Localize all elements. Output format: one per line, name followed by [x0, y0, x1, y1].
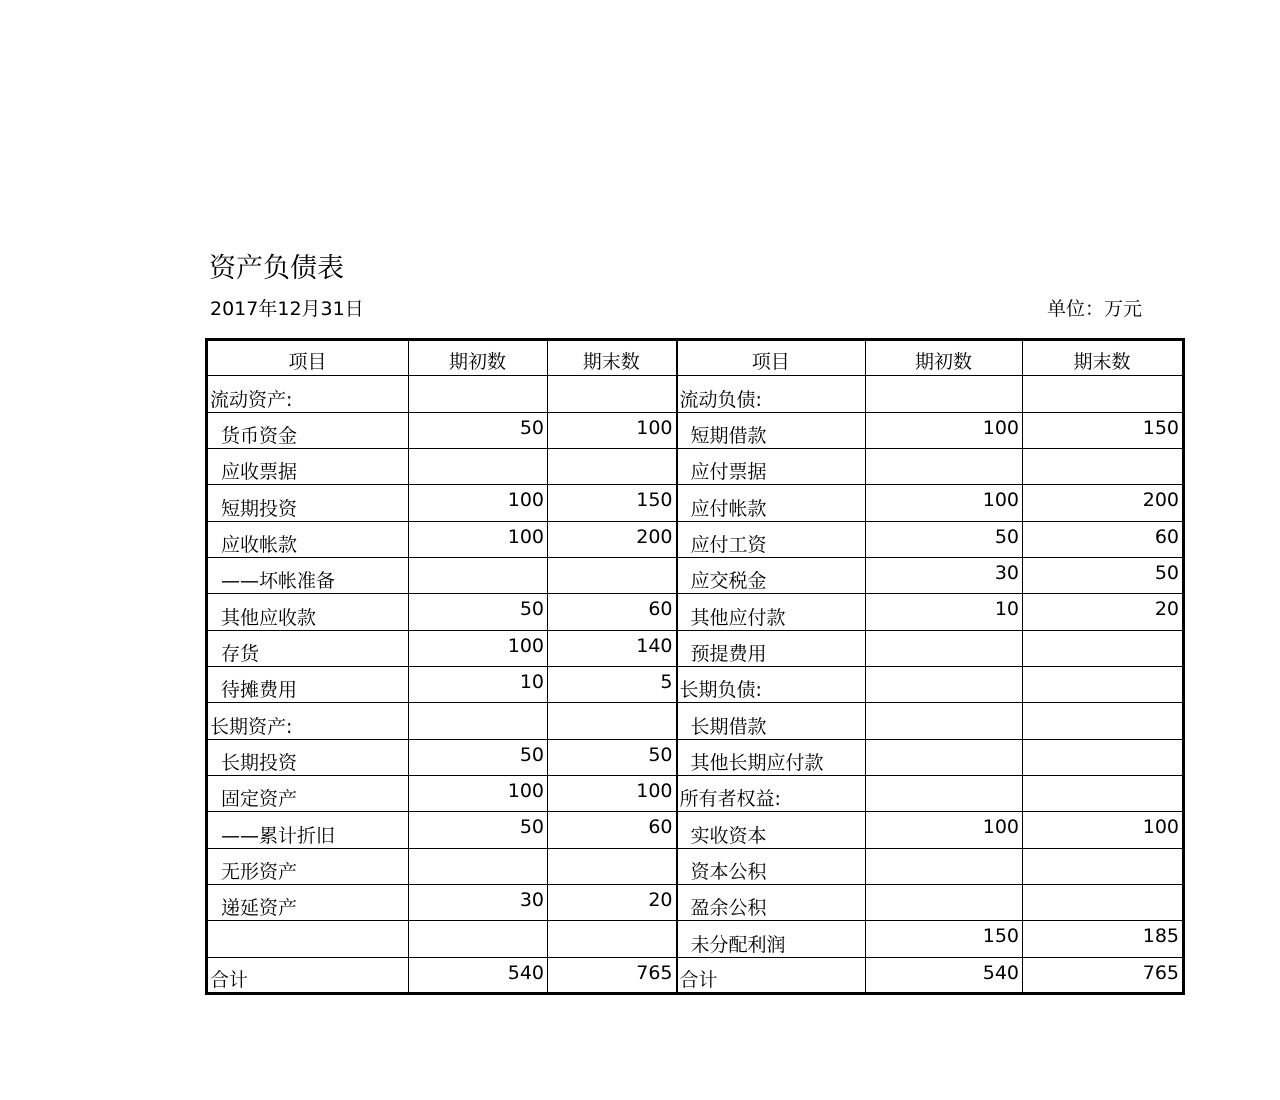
- table-row: [207, 666, 1184, 702]
- sheet-title: 资产负债表: [209, 253, 344, 284]
- table-row: [207, 376, 1184, 412]
- table-row: [207, 557, 1184, 593]
- asset-begin-cell[interactable]: 50: [409, 412, 548, 448]
- asset-begin-cell[interactable]: 30: [409, 884, 548, 920]
- liability-begin-cell[interactable]: [866, 630, 1023, 666]
- liability-item-cell[interactable]: 流动负债:: [677, 376, 866, 412]
- liability-begin-cell[interactable]: [866, 848, 1023, 884]
- liability-end-cell[interactable]: 60: [1023, 521, 1184, 557]
- liability-begin-cell[interactable]: [866, 739, 1023, 775]
- liability-begin-cell[interactable]: 50: [866, 521, 1023, 557]
- liability-item-cell[interactable]: 资本公积: [677, 848, 866, 884]
- table-row: [207, 884, 1184, 920]
- header-begin-assets[interactable]: 期初数: [409, 340, 548, 376]
- asset-end-cell[interactable]: 100: [548, 775, 677, 811]
- liability-item-cell[interactable]: 短期借款: [677, 412, 866, 448]
- asset-begin-cell[interactable]: [409, 703, 548, 739]
- table-row: [207, 703, 1184, 739]
- asset-begin-cell[interactable]: 100: [409, 485, 548, 521]
- liability-item-cell[interactable]: 应付工资: [677, 521, 866, 557]
- asset-begin-cell[interactable]: 10: [409, 666, 548, 702]
- liability-end-cell[interactable]: 50: [1023, 557, 1184, 593]
- liability-end-cell[interactable]: 185: [1023, 921, 1184, 957]
- asset-begin-cell[interactable]: 100: [409, 775, 548, 811]
- asset-end-cell[interactable]: [548, 703, 677, 739]
- liability-begin-cell[interactable]: 10: [866, 594, 1023, 630]
- asset-item-cell[interactable]: [207, 921, 409, 957]
- asset-item-cell[interactable]: 短期投资: [207, 485, 409, 521]
- liability-end-cell[interactable]: [1023, 775, 1184, 811]
- asset-item-cell[interactable]: 无形资产: [207, 848, 409, 884]
- liability-begin-cell[interactable]: [866, 666, 1023, 702]
- header-item-assets[interactable]: 项目: [207, 340, 409, 376]
- liability-item-cell[interactable]: 所有者权益:: [677, 775, 866, 811]
- liability-item-cell[interactable]: 长期借款: [677, 703, 866, 739]
- liability-end-cell[interactable]: [1023, 703, 1184, 739]
- table-row: [207, 848, 1184, 884]
- liability-begin-cell[interactable]: 150: [866, 921, 1023, 957]
- asset-begin-cell[interactable]: 50: [409, 594, 548, 630]
- table-row: [207, 812, 1184, 848]
- asset-end-cell[interactable]: 60: [548, 812, 677, 848]
- asset-end-cell[interactable]: [548, 848, 677, 884]
- header-item-liabilities[interactable]: 项目: [677, 340, 866, 376]
- liability-end-cell[interactable]: [1023, 884, 1184, 920]
- liability-begin-cell[interactable]: [866, 775, 1023, 811]
- table-row: [207, 630, 1184, 666]
- asset-end-cell[interactable]: [548, 557, 677, 593]
- asset-end-cell[interactable]: 5: [548, 666, 677, 702]
- asset-total-begin[interactable]: 540: [409, 957, 548, 993]
- asset-end-cell[interactable]: 150: [548, 485, 677, 521]
- asset-begin-cell[interactable]: 50: [409, 812, 548, 848]
- asset-begin-cell[interactable]: [409, 376, 548, 412]
- asset-item-cell[interactable]: 应收票据: [207, 448, 409, 484]
- liability-end-cell[interactable]: 150: [1023, 412, 1184, 448]
- liability-item-cell[interactable]: 盈余公积: [677, 884, 866, 920]
- asset-total-label[interactable]: 合计: [207, 957, 409, 993]
- asset-item-cell[interactable]: 流动资产:: [207, 376, 409, 412]
- liability-end-cell[interactable]: [1023, 448, 1184, 484]
- liability-end-cell[interactable]: [1023, 848, 1184, 884]
- asset-item-cell[interactable]: 长期资产:: [207, 703, 409, 739]
- liability-begin-cell[interactable]: 30: [866, 557, 1023, 593]
- currency-unit: 单位：万元: [1047, 298, 1143, 320]
- liability-item-cell[interactable]: 应付帐款: [677, 485, 866, 521]
- asset-end-cell[interactable]: 60: [548, 594, 677, 630]
- asset-begin-cell[interactable]: [409, 848, 548, 884]
- liability-begin-cell[interactable]: 100: [866, 412, 1023, 448]
- asset-item-cell[interactable]: ——坏帐准备: [207, 557, 409, 593]
- asset-begin-cell[interactable]: [409, 921, 548, 957]
- asset-item-cell[interactable]: ——累计折旧: [207, 812, 409, 848]
- liability-total-begin[interactable]: 540: [866, 957, 1023, 993]
- liability-item-cell[interactable]: 未分配利润: [677, 921, 866, 957]
- liability-item-cell[interactable]: 预提费用: [677, 630, 866, 666]
- liability-begin-cell[interactable]: 100: [866, 485, 1023, 521]
- header-row: [207, 340, 1184, 376]
- liability-begin-cell[interactable]: [866, 703, 1023, 739]
- asset-begin-cell[interactable]: 100: [409, 630, 548, 666]
- asset-item-cell[interactable]: 递延资产: [207, 884, 409, 920]
- liability-item-cell[interactable]: 应付票据: [677, 448, 866, 484]
- liability-item-cell[interactable]: 长期负债:: [677, 666, 866, 702]
- asset-end-cell[interactable]: [548, 376, 677, 412]
- table-row: [207, 739, 1184, 775]
- liability-item-cell[interactable]: 实收资本: [677, 812, 866, 848]
- asset-item-cell[interactable]: 应收帐款: [207, 521, 409, 557]
- balance-sheet-table: [205, 338, 1185, 995]
- liability-begin-cell[interactable]: [866, 448, 1023, 484]
- asset-item-cell[interactable]: 固定资产: [207, 775, 409, 811]
- table-row: [207, 921, 1184, 957]
- totals-row: [207, 957, 1184, 993]
- asset-begin-cell[interactable]: [409, 448, 548, 484]
- liability-end-cell[interactable]: [1023, 376, 1184, 412]
- liability-item-cell[interactable]: 其他应付款: [677, 594, 866, 630]
- asset-begin-cell[interactable]: 50: [409, 739, 548, 775]
- liability-end-cell[interactable]: 200: [1023, 485, 1184, 521]
- report-date: 2017年12月31日: [210, 298, 364, 320]
- asset-total-end[interactable]: 765: [548, 957, 677, 993]
- asset-item-cell[interactable]: 长期投资: [207, 739, 409, 775]
- liability-end-cell[interactable]: [1023, 739, 1184, 775]
- asset-end-cell[interactable]: [548, 921, 677, 957]
- liability-end-cell[interactable]: [1023, 630, 1184, 666]
- table-row: [207, 521, 1184, 557]
- liability-begin-cell[interactable]: 100: [866, 812, 1023, 848]
- liability-end-cell[interactable]: 20: [1023, 594, 1184, 630]
- table-row: [207, 412, 1184, 448]
- asset-end-cell[interactable]: 140: [548, 630, 677, 666]
- liability-end-cell[interactable]: 100: [1023, 812, 1184, 848]
- asset-end-cell[interactable]: 20: [548, 884, 677, 920]
- liability-begin-cell[interactable]: [866, 376, 1023, 412]
- asset-end-cell[interactable]: 100: [548, 412, 677, 448]
- header-begin-liabilities[interactable]: 期初数: [866, 340, 1023, 376]
- asset-item-cell[interactable]: 货币资金: [207, 412, 409, 448]
- asset-item-cell[interactable]: 其他应收款: [207, 594, 409, 630]
- asset-begin-cell[interactable]: [409, 557, 548, 593]
- asset-end-cell[interactable]: 200: [548, 521, 677, 557]
- table-row: [207, 775, 1184, 811]
- asset-begin-cell[interactable]: 100: [409, 521, 548, 557]
- asset-end-cell[interactable]: [548, 448, 677, 484]
- liability-item-cell[interactable]: 其他长期应付款: [677, 739, 866, 775]
- table-row: [207, 594, 1184, 630]
- table-row: [207, 485, 1184, 521]
- header-end-liabilities[interactable]: 期末数: [1023, 340, 1184, 376]
- asset-item-cell[interactable]: 待摊费用: [207, 666, 409, 702]
- liability-total-end[interactable]: 765: [1023, 957, 1184, 993]
- liability-begin-cell[interactable]: [866, 884, 1023, 920]
- liability-end-cell[interactable]: [1023, 666, 1184, 702]
- liability-total-label[interactable]: 合计: [677, 957, 866, 993]
- asset-end-cell[interactable]: 50: [548, 739, 677, 775]
- liability-item-cell[interactable]: 应交税金: [677, 557, 866, 593]
- table-row: [207, 448, 1184, 484]
- asset-item-cell[interactable]: 存货: [207, 630, 409, 666]
- header-end-assets[interactable]: 期末数: [548, 340, 677, 376]
